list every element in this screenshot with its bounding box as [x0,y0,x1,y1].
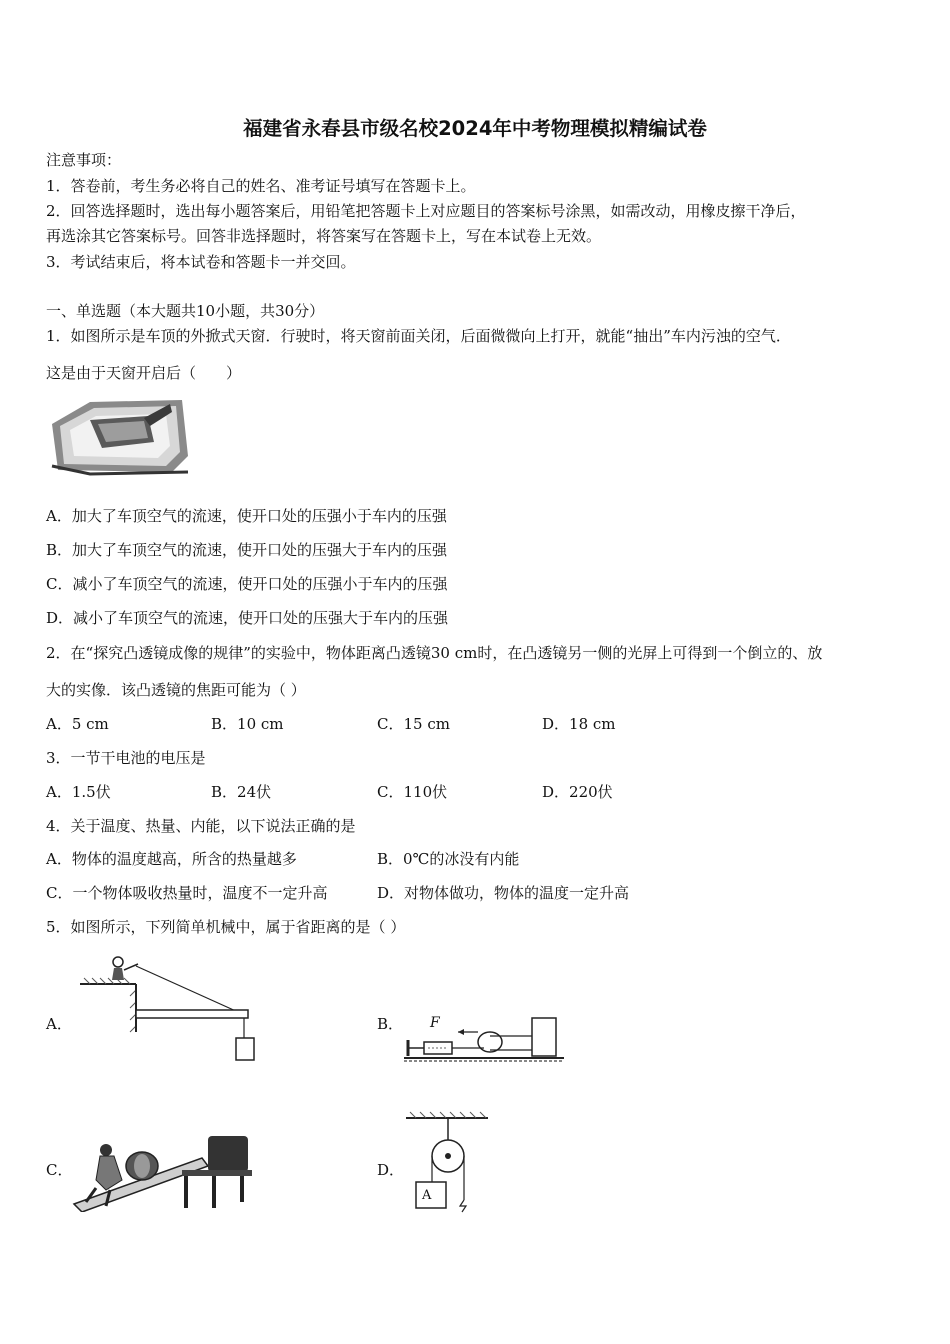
q5-option-d[interactable]: D． [377,1161,405,1179]
q5-option-c[interactable]: C． [46,1161,73,1179]
q2-stem: 2．在“探究凸透镜成像的规律”的实验中，物体距离凸透镜30 cm时，在凸透镜另一侧的光屏上可得到一个倒立的、放 [46,644,823,662]
notice-item: 2．回答选择题时，选出每小题答案后，用铅笔把答题卡上对应题目的答案标号涂黑，如需改动，用橡皮擦干净后， [46,202,806,220]
pulley-pull-figure [404,1010,566,1066]
block-label: A [422,1188,432,1203]
q4-option-d[interactable]: D．对物体做功，物体的温度一定升高 [377,884,630,902]
notice-item: 1．答卷前，考生务必将自己的姓名、准考证号填写在答题卡上。 [46,177,476,195]
sunroof-figure [50,396,190,476]
q5-option-b[interactable]: B． [377,1015,404,1033]
force-label: F [430,1015,440,1031]
q4-option-a[interactable]: A．物体的温度越高，所含的热量越多 [46,850,297,868]
q2-option-b[interactable]: B．10 cm [211,715,284,733]
q1-option-c[interactable]: C．减小了车顶空气的流速，使开口处的压强小于车内的压强 [46,575,448,593]
q3-option-b[interactable]: B．24伏 [211,783,272,801]
q4-option-b[interactable]: B．0℃的冰没有内能 [377,850,520,868]
q2-option-a[interactable]: A．5 cm [46,715,109,733]
inclined-plane-figure [72,1132,252,1212]
q5-option-a[interactable]: A． [46,1015,72,1033]
q4-stem: 4．关于温度、热量、内能，以下说法正确的是 [46,817,356,835]
page-title: 福建省永春县市级名校2024年中考物理模拟精编试卷 [243,117,707,140]
lever-crane-figure [78,952,263,1064]
q3-stem: 3．一节干电池的电压是 [46,749,206,767]
pulley-block-figure [404,1108,494,1214]
q1-option-d[interactable]: D．减小了车顶空气的流速，使开口处的压强大于车内的压强 [46,609,449,627]
q1-option-a[interactable]: A．加大了车顶空气的流速，使开口处的压强小于车内的压强 [46,507,447,525]
notice-heading: 注意事项： [46,151,122,169]
q5-stem: 5．如图所示，下列简单机械中，属于省距离的是（ ） [46,918,406,936]
q2-stem-cont: 大的实像．该凸透镜的焦距可能为（ ） [46,681,306,699]
q2-option-d[interactable]: D．18 cm [542,715,616,733]
q3-option-c[interactable]: C．110伏 [377,783,448,801]
section-heading: 一、单选题（本大题共10小题，共30分） [46,302,325,320]
q1-stem-cont: 这是由于天窗开启后（ ） [46,364,242,382]
notice-item: 3．考试结束后，将本试卷和答题卡一并交回。 [46,253,356,271]
q1-option-b[interactable]: B．加大了车顶空气的流速，使开口处的压强大于车内的压强 [46,541,448,559]
q2-option-c[interactable]: C．15 cm [377,715,450,733]
q4-option-c[interactable]: C．一个物体吸收热量时，温度不一定升高 [46,884,328,902]
q1-stem: 1．如图所示是车顶的外掀式天窗．行驶时，将天窗前面关闭，后面微微向上打开，就能“抽出”车内污浊的空气． [46,327,791,345]
q3-option-a[interactable]: A．1.5伏 [46,783,111,801]
q3-option-d[interactable]: D．220伏 [542,783,613,801]
notice-item: 再选涂其它答案标号。回答非选择题时，将答案写在答题卡上，写在本试卷上无效。 [46,227,602,245]
